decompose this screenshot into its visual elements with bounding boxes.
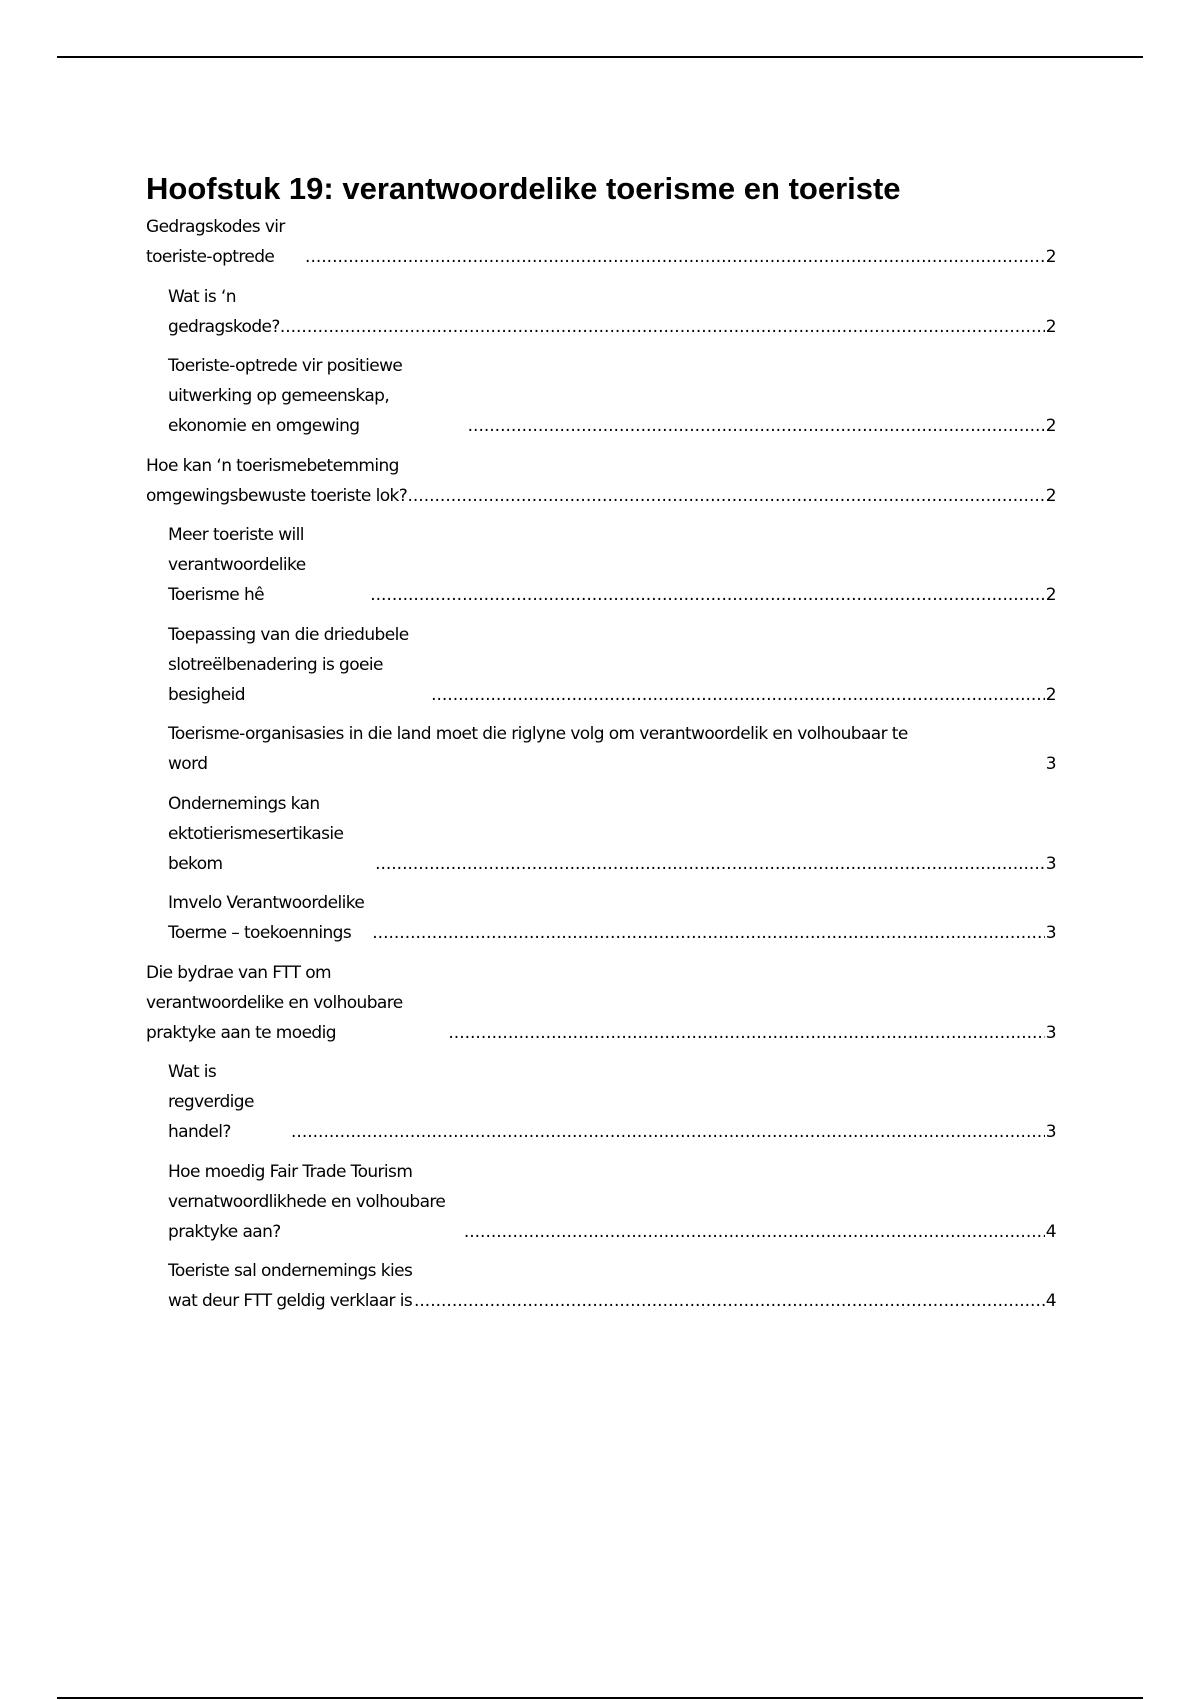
toc-page-number: 2	[1045, 485, 1056, 506]
toc-page-number: 4	[1045, 1291, 1056, 1311]
toc-page-number: 2	[1045, 316, 1056, 337]
toc-entry-label: Wat is ‘n gedragskode?	[168, 286, 280, 337]
toc-page-number: 2	[1045, 247, 1056, 267]
toc-dot-leader	[370, 580, 1045, 610]
toc-dot-leader	[305, 242, 1045, 272]
toc-entry[interactable]	[146, 888, 1056, 948]
toc-page-number: 2	[1045, 684, 1056, 705]
toc-dot-leader	[291, 1117, 1045, 1147]
toc-page-number: 3	[1045, 1122, 1056, 1142]
toc-entry-label-continued: word	[168, 754, 208, 774]
toc-entry[interactable]	[146, 789, 1056, 879]
toc-dot-leader	[448, 1018, 1044, 1048]
toc-entry[interactable]	[146, 351, 1056, 441]
toc-entry[interactable]	[146, 520, 1056, 610]
toc-page-number: 3	[1045, 923, 1056, 943]
toc-entry-label: Hoe kan ‘n toerismebetemming omgewingsbewuste toeriste lok?	[146, 455, 408, 506]
toc-dot-leader	[464, 1217, 1045, 1247]
toc-entry-label: Ondernemings kan ektotierismesertikasie bekom	[168, 793, 344, 874]
toc-entry-label: Die bydrae van FTT om verantwoordelike en volhoubare praktyke aan te moedig	[146, 962, 403, 1043]
toc-entry-label: Toerisme-organisasies in die land moet die riglyne volg om verantwoordelik en volhoubaar te	[168, 724, 908, 744]
toc-entry[interactable]	[146, 1157, 1056, 1247]
toc-page-number: 2	[1045, 416, 1056, 436]
chapter-title: Hoofstuk 19: verantwoordelike toerisme en toeriste	[146, 171, 901, 206]
toc-page-number: 4	[1045, 1221, 1056, 1242]
toc-entry[interactable]	[146, 620, 1056, 710]
header-rule	[57, 56, 1143, 58]
toc-entry[interactable]	[146, 1256, 1056, 1316]
footer-rule	[57, 1697, 1143, 1699]
toc-entry-label: Toeriste-optrede vir positiewe uitwerking op gemeenskap, ekonomie en omgewing	[168, 356, 403, 436]
toc-page-number: 3	[1045, 754, 1056, 774]
toc-entry[interactable]	[146, 719, 1056, 779]
toc-page-number: 3	[1045, 853, 1056, 874]
toc-dot-leader	[408, 481, 1045, 511]
toc-entry[interactable]	[146, 958, 1056, 1048]
table-of-contents	[146, 212, 1056, 1316]
toc-entry-label: Toeriste sal ondernemings kies wat deur FTT geldig verklaar is	[168, 1261, 413, 1311]
toc-page-number: 2	[1045, 585, 1056, 605]
toc-entry[interactable]	[146, 451, 1056, 511]
toc-dot-leader	[375, 849, 1045, 879]
toc-dot-leader	[280, 312, 1045, 342]
toc-entry-label: Hoe moedig Fair Trade Tourism vernatwoordlikhede en volhoubare praktyke aan?	[168, 1161, 446, 1242]
toc-entry[interactable]	[146, 1057, 1056, 1147]
toc-dot-leader	[468, 411, 1045, 441]
toc-entry[interactable]	[146, 282, 1056, 342]
toc-page-number: 3	[1045, 1022, 1056, 1043]
toc-entry-label: Wat is regverdige handel?	[168, 1062, 254, 1142]
toc-entry-label: Imvelo Verantwoordelike Toerme – toekoennings	[168, 893, 365, 943]
toc-dot-leader	[372, 918, 1045, 948]
toc-dot-leader	[414, 1286, 1045, 1316]
toc-entry[interactable]	[146, 212, 1056, 272]
toc-entry-label: Meer toeriste will verantwoordelike Toerisme hê	[168, 525, 306, 605]
toc-entry-label: Gedragskodes vir toeriste-optrede	[146, 217, 285, 267]
page-content	[146, 166, 1056, 1326]
toc-dot-leader	[431, 680, 1045, 710]
toc-entry-label: Toepassing van die driedubele slotreëlbenadering is goeie besigheid	[168, 624, 409, 705]
